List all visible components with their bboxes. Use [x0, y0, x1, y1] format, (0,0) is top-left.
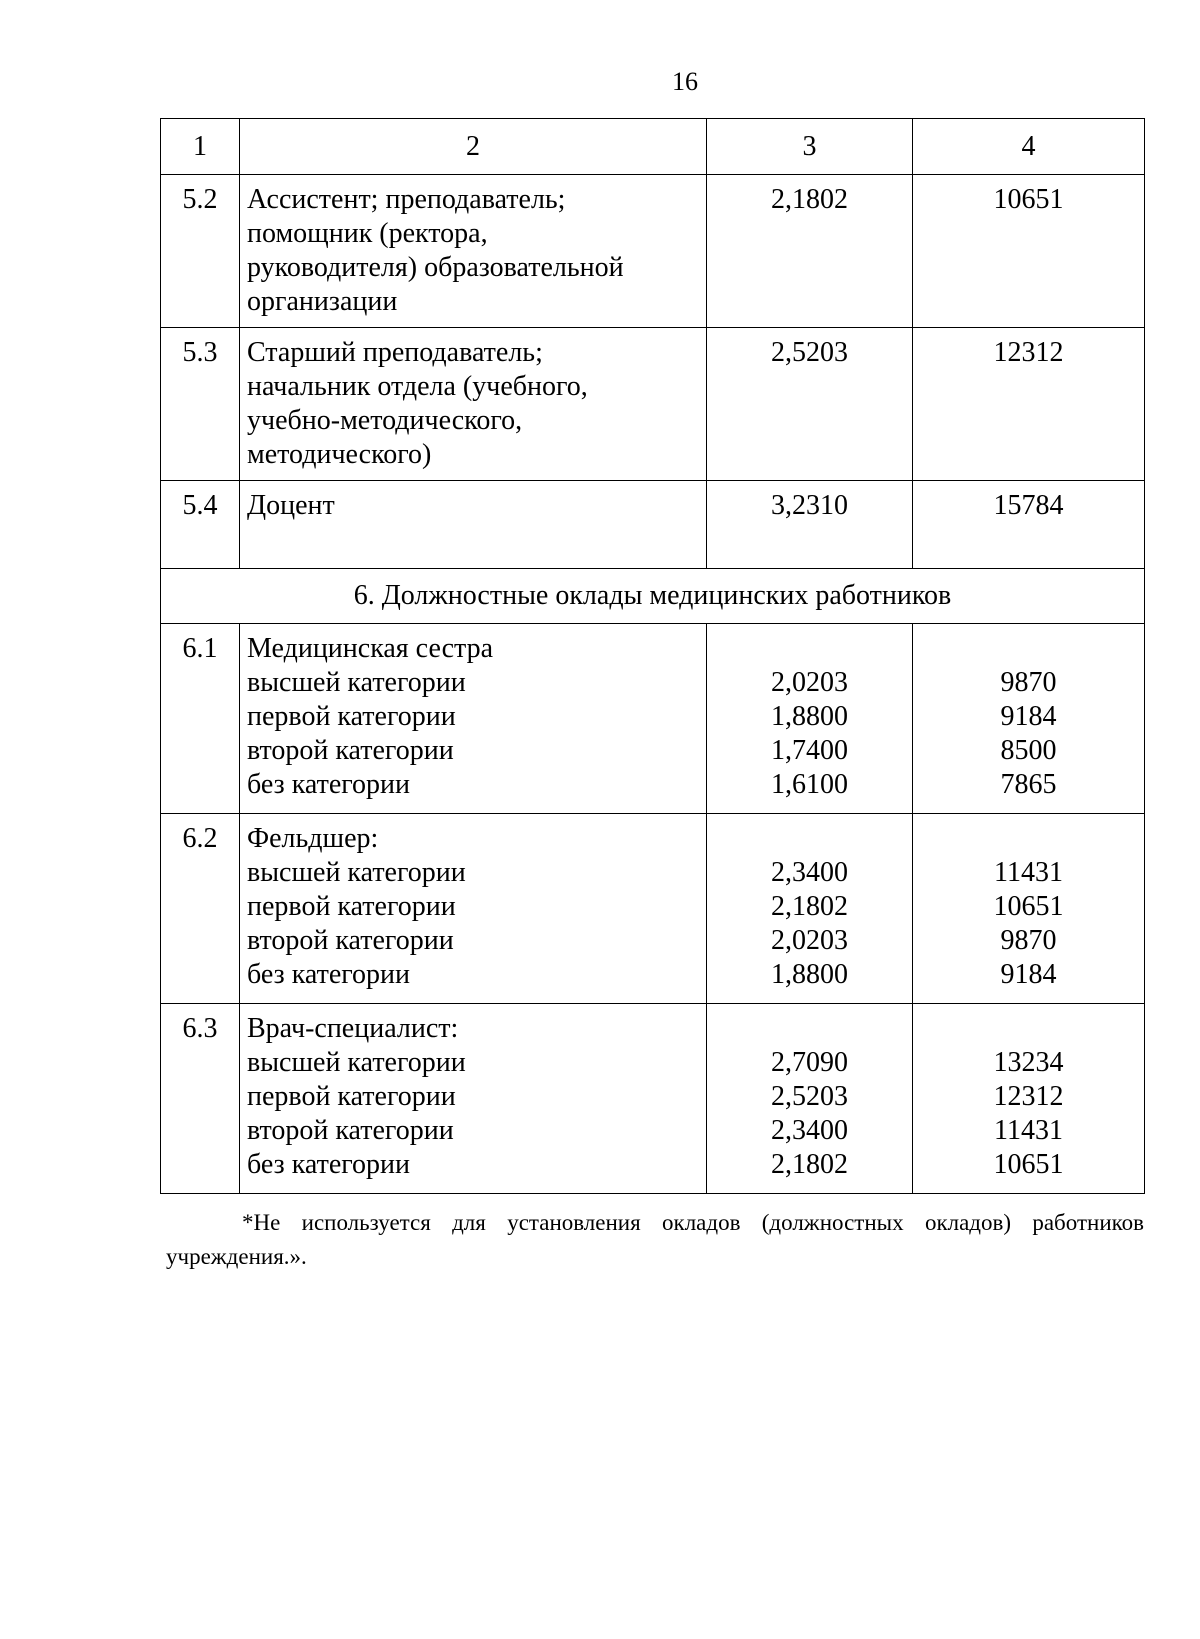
position-name-line: Ассистент; преподаватель;: [247, 184, 566, 215]
position-name-line: учебно-методического,: [247, 405, 523, 436]
table-row: [161, 814, 1145, 1004]
salary: 10651: [993, 1149, 1064, 1180]
position-name-line: организации: [247, 286, 398, 317]
header-cell: 3: [707, 119, 913, 175]
row-number: 6.1: [161, 624, 240, 814]
coefficient: 2,0203: [771, 925, 848, 956]
salary: 9870: [1000, 925, 1057, 956]
coefficient: 2,1802: [771, 891, 848, 922]
salary-list: [913, 624, 1145, 814]
coefficient-list: [707, 624, 913, 814]
table-row: [161, 175, 1145, 328]
position-name: [240, 481, 707, 569]
coefficient: 2,0203: [771, 667, 848, 698]
coefficient: 2,1802: [707, 175, 913, 328]
salary-list: [913, 1004, 1145, 1194]
category-label: первой категории: [247, 701, 456, 732]
salary-table: [160, 118, 1145, 1194]
coefficient: 2,5203: [707, 328, 913, 481]
salary: 9870: [1000, 667, 1057, 698]
position-name: [240, 624, 707, 814]
row-number: 5.2: [161, 175, 240, 328]
category-label: высшей категории: [247, 857, 466, 888]
position-name: [240, 328, 707, 481]
position-name: [240, 814, 707, 1004]
table-row: [161, 624, 1145, 814]
position-title: Фельдшер:: [247, 823, 379, 854]
section-title: 6. Должностные оклады медицинских работников: [161, 569, 1145, 624]
coefficient: 2,3400: [771, 857, 848, 888]
position-title: Медицинская сестра: [247, 633, 494, 664]
table-header-row: [161, 119, 1145, 175]
category-label: высшей категории: [247, 667, 466, 698]
salary: 13234: [993, 1047, 1064, 1078]
row-number: 6.2: [161, 814, 240, 1004]
footnote: *Не используется для установления окладов (должностных окладов) работников учреждения.».: [166, 1210, 1144, 1269]
table-row: [161, 481, 1145, 569]
salary: 11431: [994, 1115, 1063, 1146]
category-label: без категории: [247, 769, 411, 800]
salary: 10651: [913, 175, 1145, 328]
salary: 12312: [913, 328, 1145, 481]
salary: 11431: [994, 857, 1063, 888]
table-row: [161, 328, 1145, 481]
header-cell: 1: [161, 119, 240, 175]
header-cell: 4: [913, 119, 1145, 175]
category-label: первой категории: [247, 891, 456, 922]
row-number: 5.3: [161, 328, 240, 481]
category-label: второй категории: [247, 735, 454, 766]
row-number: 5.4: [161, 481, 240, 569]
coefficient: 3,2310: [707, 481, 913, 569]
header-cell: 2: [240, 119, 707, 175]
salary: 8500: [1000, 735, 1057, 766]
coefficient: 2,7090: [771, 1047, 848, 1078]
coefficient: 1,8800: [771, 959, 848, 990]
coefficient: 1,6100: [771, 769, 848, 800]
coefficient: 1,7400: [771, 735, 848, 766]
position-name-line: начальник отдела (учебного,: [247, 371, 588, 402]
position-name: [240, 1004, 707, 1194]
page-number: 16: [672, 67, 698, 96]
coefficient: 2,5203: [771, 1081, 848, 1112]
position-name-line: помощник (ректора,: [247, 218, 488, 249]
position-title: Врач-специалист:: [247, 1013, 459, 1044]
position-name-line: методического): [247, 439, 432, 470]
salary: 12312: [993, 1081, 1064, 1112]
coefficient: 1,8800: [771, 701, 848, 732]
salary: 10651: [993, 891, 1064, 922]
coefficient-list: [707, 814, 913, 1004]
row-number: 6.3: [161, 1004, 240, 1194]
salary: 9184: [1000, 701, 1057, 732]
coefficient: 2,3400: [771, 1115, 848, 1146]
coefficient-list: [707, 1004, 913, 1194]
position-name-line: руководителя) образовательной: [247, 252, 624, 283]
category-label: второй категории: [247, 1115, 454, 1146]
salary: 15784: [913, 481, 1145, 569]
salary-list: [913, 814, 1145, 1004]
category-label: высшей категории: [247, 1047, 466, 1078]
category-label: второй категории: [247, 925, 454, 956]
table-row: [161, 1004, 1145, 1194]
section-title-row: [161, 569, 1145, 624]
coefficient: 2,1802: [771, 1149, 848, 1180]
salary: 9184: [1000, 959, 1057, 990]
category-label: без категории: [247, 1149, 411, 1180]
category-label: без категории: [247, 959, 411, 990]
salary: 7865: [1000, 769, 1057, 800]
position-name-line: Старший преподаватель;: [247, 337, 543, 368]
category-label: первой категории: [247, 1081, 456, 1112]
position-name: [240, 175, 707, 328]
position-name-line: Доцент: [247, 490, 335, 521]
